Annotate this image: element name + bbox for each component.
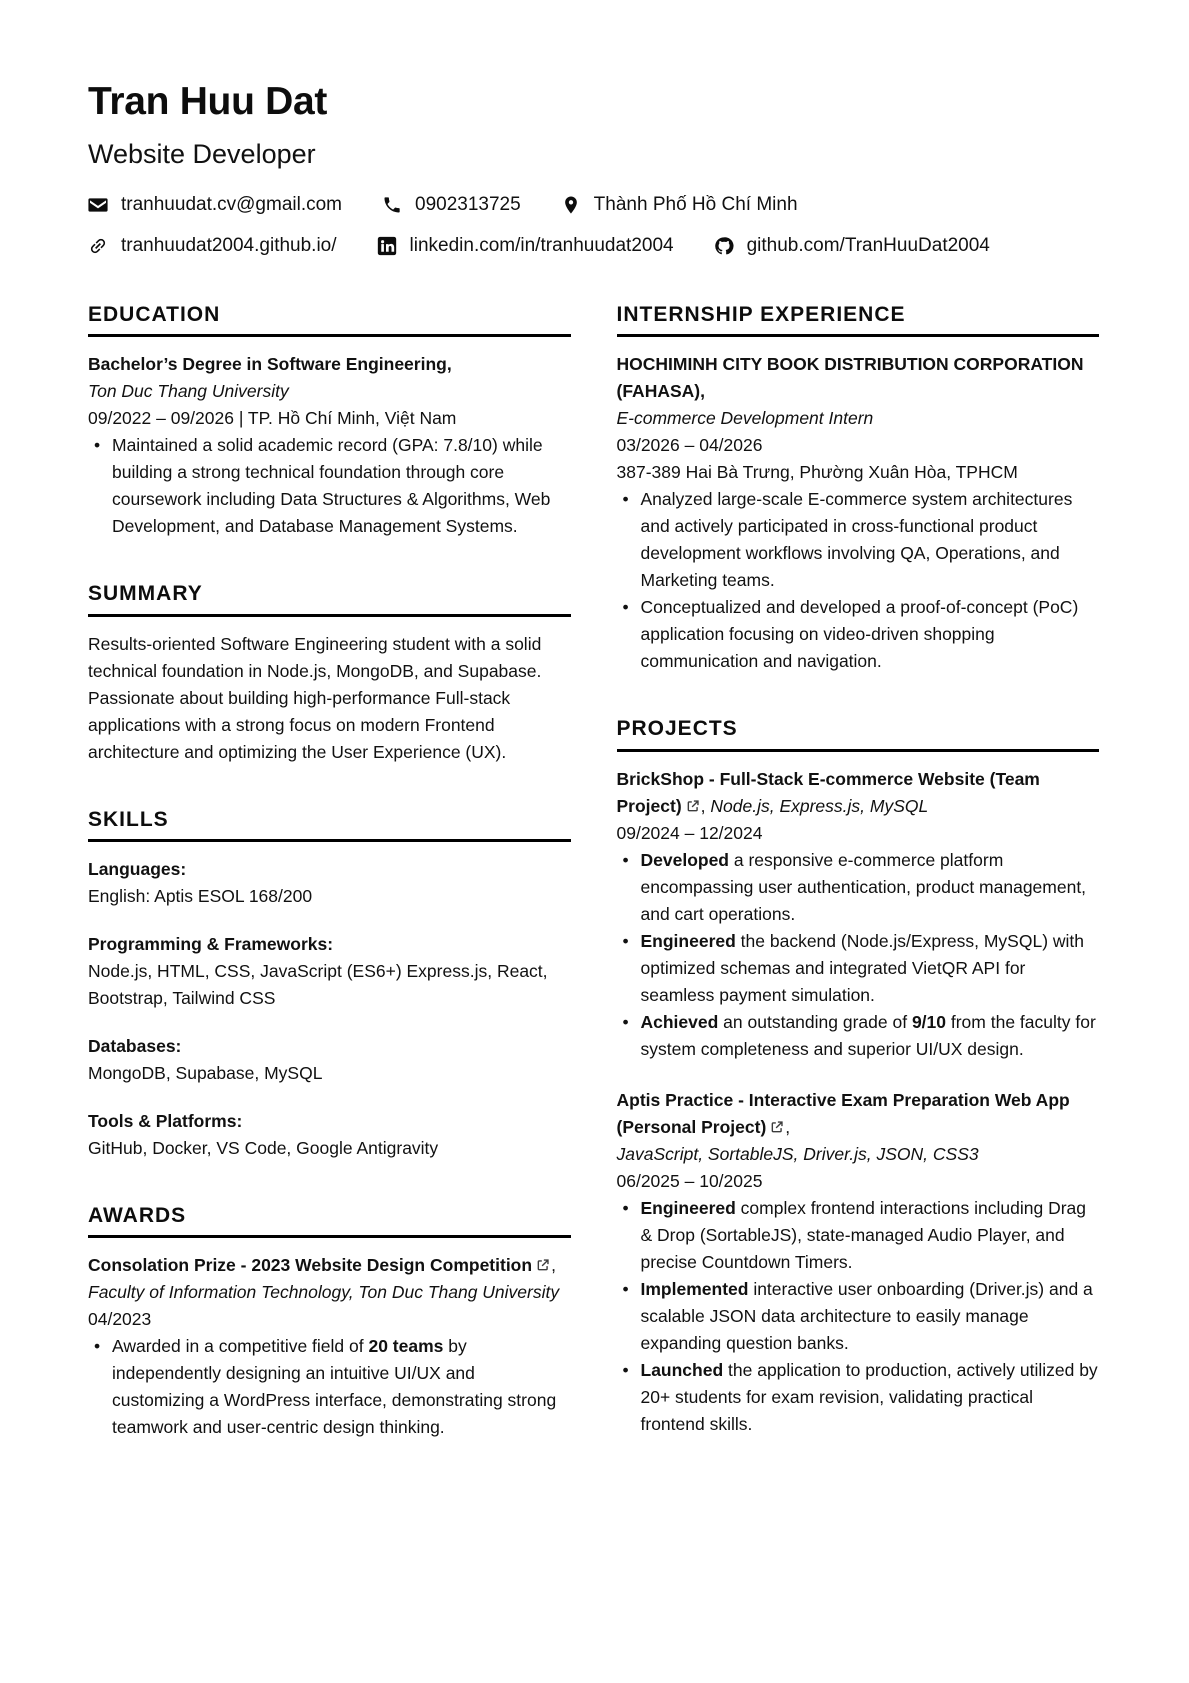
- award-separator: ,: [551, 1254, 556, 1275]
- bullet-item: [88, 1333, 571, 1441]
- external-link-icon[interactable]: [770, 1120, 784, 1134]
- bullet-item: [617, 1195, 1100, 1276]
- bullet-bold: Launched: [640, 1359, 724, 1380]
- content-columns: [88, 303, 1099, 1440]
- section-internship: [617, 303, 1100, 675]
- bullet-item: • Maintained a solid academic record (GPA: 7.8/10) while building a strong technical foundation through core coursework including Data Structures & Algorithms, Web Development, and Database Management Systems.: [88, 432, 571, 540]
- section-summary: [88, 582, 571, 765]
- external-link-icon[interactable]: [686, 799, 700, 813]
- skill-label: Tools & Platforms:: [88, 1110, 243, 1131]
- bullet-text: a responsive e-commerce platform encompassing user authentication, product management, and cart operations.: [640, 849, 1087, 924]
- bullet-text: Awarded in a competitive field of: [112, 1335, 369, 1356]
- contact-row-2: [88, 235, 1099, 257]
- skill-group-tools: [88, 1108, 571, 1162]
- section-skills: [88, 808, 571, 1162]
- bullet-item: [617, 1357, 1100, 1438]
- header: [88, 82, 1099, 257]
- person-name: Tran Huu Dat: [88, 80, 328, 123]
- project-title-line: [617, 1087, 1100, 1141]
- skills-heading: SKILLS: [88, 808, 571, 842]
- bullet-text: the application to production, actively utilized by 20+ students for exam revision, validating practical frontend skills.: [640, 1359, 1098, 1434]
- bullet-item: • Analyzed large-scale E-commerce system architectures and actively participated in cross-functional product development workflows involving QA, Operations, and Marketing teams.: [617, 486, 1100, 594]
- internship-entry: [617, 351, 1100, 675]
- location-icon: [561, 195, 581, 215]
- project-brickshop: [617, 766, 1100, 1063]
- project-title-line: [617, 766, 1100, 820]
- left-column: [88, 303, 571, 1440]
- bullet-bold: 20 teams: [368, 1335, 444, 1356]
- section-projects: [617, 717, 1100, 1437]
- linkedin-text: linkedin.com/in/tranhuudat2004: [409, 235, 674, 257]
- bullet-text: by independently designing an intuitive UI/UX and customizing a WordPress interface, demonstrating strong teamwork and user-centric design thinking.: [112, 1335, 557, 1437]
- right-column: [617, 303, 1100, 1440]
- bullet-bold: Implemented: [640, 1278, 749, 1299]
- skill-value: GitHub, Docker, VS Code, Google Antigravity: [88, 1137, 439, 1158]
- project-bullets: [617, 1195, 1100, 1438]
- skill-value: English: Aptis ESOL 168/200: [88, 885, 313, 906]
- github-text: github.com/TranHuuDat2004: [746, 235, 990, 257]
- internship-dates: 03/2026 – 04/2026: [616, 435, 763, 456]
- bullet-item: [617, 847, 1100, 928]
- degree-title: Bachelor’s Degree in Software Engineering,: [88, 354, 452, 375]
- bullet-text: interactive user onboarding (Driver.js) and a scalable JSON data architecture to easily manage expanding question banks.: [640, 1278, 1093, 1353]
- section-awards: [88, 1204, 571, 1441]
- project-dates: 09/2024 – 12/2024: [616, 822, 763, 843]
- bullet-text: complex frontend interactions including Drag & Drop (SortableJS), state-managed Audio Player, and precise Countdown Timers.: [640, 1197, 1087, 1272]
- project-aptis: [617, 1087, 1100, 1438]
- internship-heading: INTERNSHIP EXPERIENCE: [617, 303, 1100, 337]
- skill-group-languages: [88, 856, 571, 910]
- skill-group-programming: [88, 931, 571, 1012]
- skill-label: Databases:: [88, 1035, 182, 1056]
- bullet-bold: Engineered: [640, 1197, 736, 1218]
- project-title: Aptis Practice - Interactive Exam Preparation Web App (Personal Project): [616, 1089, 1070, 1137]
- section-education: [88, 303, 571, 540]
- bullet-item: [617, 928, 1100, 1009]
- bullet-bold: Achieved: [640, 1011, 719, 1032]
- email-link[interactable]: [88, 194, 342, 216]
- link-icon: [84, 232, 112, 260]
- bullet-text: the backend (Node.js/Express, MySQL) with optimized schemas and integrated VietQR API for seamless payment simulation.: [640, 930, 1085, 1005]
- project-bullets: [617, 847, 1100, 1063]
- bullet-bold: Developed: [640, 849, 729, 870]
- bullet-bold: 9/10: [911, 1011, 946, 1032]
- bullet-text: from the faculty for system completeness and superior UI/UX design.: [640, 1011, 1096, 1059]
- project-separator: ,: [700, 795, 711, 816]
- phone-text: 0902313725: [415, 194, 521, 216]
- education-heading: EDUCATION: [88, 303, 571, 337]
- skill-label: Languages:: [88, 858, 187, 879]
- awards-heading: AWARDS: [88, 1204, 571, 1238]
- education-entry: [88, 351, 571, 540]
- email-text: tranhuudat.cv@gmail.com: [121, 194, 342, 216]
- internship-role: E-commerce Development Intern: [616, 408, 874, 429]
- phone-icon: [382, 195, 402, 215]
- website-link[interactable]: [88, 235, 337, 257]
- location-text: Thành Phố Hồ Chí Minh: [593, 194, 798, 216]
- linkedin-icon: [377, 236, 397, 256]
- school-name: Ton Duc Thang University: [88, 381, 289, 402]
- skill-group-databases: [88, 1033, 571, 1087]
- skill-value: Node.js, HTML, CSS, JavaScript (ES6+) Express.js, React, Bootstrap, Tailwind CSS: [88, 960, 548, 1008]
- project-separator: ,: [785, 1116, 791, 1137]
- website-text: tranhuudat2004.github.io/: [121, 235, 337, 257]
- bullet-item: • Conceptualized and developed a proof-of-concept (PoC) application focusing on video-driven shopping communication and navigation.: [617, 594, 1100, 675]
- award-title: Consolation Prize - 2023 Website Design Competition: [88, 1254, 533, 1275]
- skill-value: MongoDB, Supabase, MySQL: [88, 1062, 323, 1083]
- projects-heading: PROJECTS: [617, 717, 1100, 751]
- summary-heading: SUMMARY: [88, 582, 571, 616]
- external-link-icon[interactable]: [536, 1258, 550, 1272]
- github-icon: [714, 236, 734, 256]
- award-bullets: [88, 1333, 571, 1441]
- award-subtitle: Faculty of Information Technology, Ton Duc Thang University: [88, 1281, 560, 1302]
- summary-text: Results-oriented Software Engineering student with a solid technical foundation in Node.js, MongoDB, and Supabase. Passionate about building high-performance Full-stack applications with a strong focus on modern Frontend architecture and optimizing the User Experience (UX).: [88, 633, 542, 762]
- education-dates: 09/2022 – 09/2026 | TP. Hồ Chí Minh, Việt Nam: [88, 408, 457, 429]
- skill-label: Programming & Frameworks:: [88, 933, 334, 954]
- award-title-line: [88, 1252, 571, 1306]
- github-link[interactable]: [714, 235, 990, 257]
- email-icon: [88, 195, 108, 215]
- location-item: [561, 194, 798, 216]
- internship-bullets: [617, 486, 1100, 675]
- project-dates: 06/2025 – 10/2025: [616, 1170, 763, 1191]
- internship-address: 387-389 Hai Bà Trưng, Phường Xuân Hòa, TPHCM: [616, 462, 1018, 483]
- job-title: Website Developer: [88, 138, 316, 169]
- contact-row-1: [88, 194, 1099, 216]
- bullet-text: an outstanding grade of: [718, 1011, 912, 1032]
- bullet-bold: Engineered: [640, 930, 736, 951]
- education-bullets: [88, 432, 571, 540]
- company-name: HOCHIMINH CITY BOOK DISTRIBUTION CORPORATION (FAHASA),: [616, 354, 1084, 402]
- project-tech: JavaScript, SortableJS, Driver.js, JSON, CSS3: [616, 1143, 979, 1164]
- linkedin-link[interactable]: [377, 235, 674, 257]
- project-title: BrickShop - Full-Stack E-commerce Website (Team Project): [616, 768, 1040, 816]
- project-tech: Node.js, Express.js, MySQL: [710, 795, 929, 816]
- award-date: 04/2023: [88, 1308, 152, 1329]
- bullet-item: [617, 1009, 1100, 1063]
- bullet-item: [617, 1276, 1100, 1357]
- award-entry: [88, 1252, 571, 1441]
- phone-link[interactable]: [382, 194, 521, 216]
